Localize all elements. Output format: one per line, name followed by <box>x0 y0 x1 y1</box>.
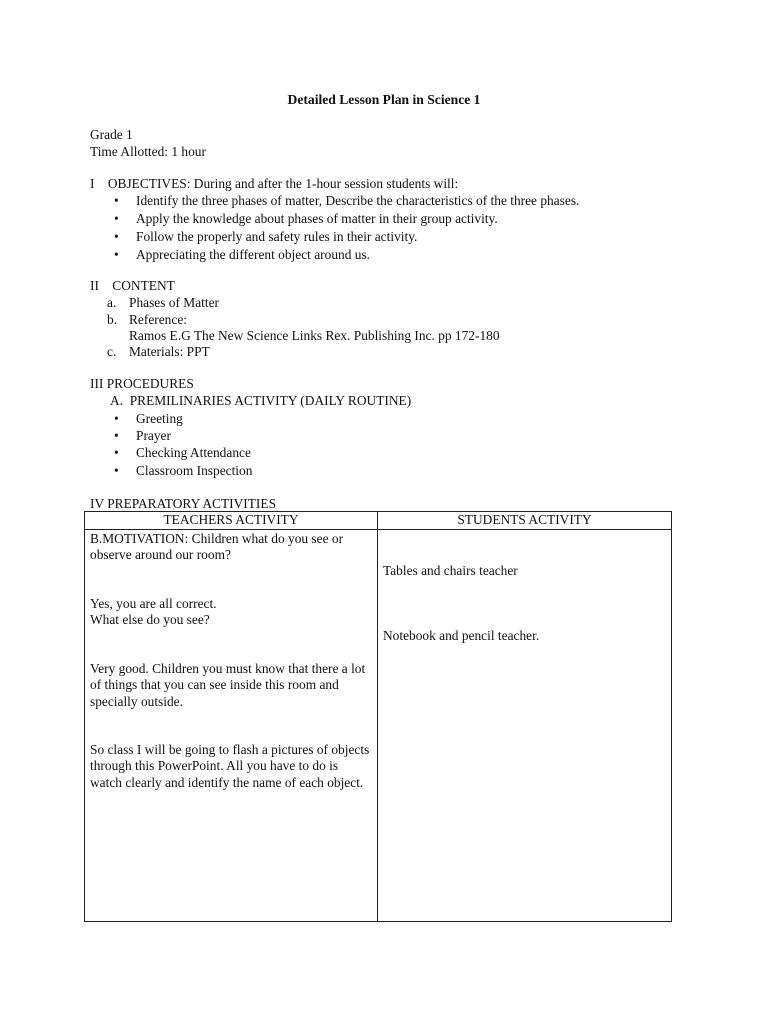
teacher-line: What else do you see? <box>90 611 210 627</box>
content-heading: II CONTENT <box>90 278 175 293</box>
procedures-subheading: A. PREMILINARIES ACTIVITY (DAILY ROUTINE) <box>110 393 412 408</box>
bullet-icon: • <box>114 428 119 443</box>
bullet-icon: • <box>114 247 119 262</box>
content-item <box>129 327 500 344</box>
student-line: Tables and chairs teacher <box>383 562 518 578</box>
procedure-item <box>114 410 183 427</box>
objective-item <box>114 210 498 227</box>
table-header-row <box>85 512 672 530</box>
list-marker: a. <box>107 295 117 310</box>
teacher-line: So class I will be going to flash a pictures of objects through this PowerPoint. All you have to do is watch clearly and identify the name of each object. <box>90 741 370 790</box>
preparatory-heading: IV PREPARATORY ACTIVITIES <box>90 496 277 511</box>
content-text: Materials: PPT <box>129 344 210 359</box>
table-row <box>85 529 672 921</box>
activities-table <box>84 511 672 922</box>
procedure-text: Checking Attendance <box>136 445 251 460</box>
teacher-line: Yes, you are all correct. <box>90 595 217 611</box>
procedure-text: Prayer <box>136 428 171 443</box>
list-marker: b. <box>107 312 118 327</box>
content-text: Reference: <box>129 312 187 327</box>
procedure-text: Classroom Inspection <box>136 463 253 478</box>
bullet-icon: • <box>114 193 119 208</box>
page-title: Detailed Lesson Plan in Science 1 <box>287 92 481 107</box>
procedure-item <box>114 427 171 444</box>
time-allotted-line: Time Allotted: 1 hour <box>90 144 206 159</box>
content-item <box>107 294 219 311</box>
procedure-item <box>114 462 253 479</box>
objective-item <box>114 246 371 263</box>
teacher-activity-cell <box>85 529 378 921</box>
objective-text: Apply the knowledge about phases of matter in their group activity. <box>136 211 498 226</box>
grade-line: Grade 1 <box>90 127 133 142</box>
objective-item <box>114 192 580 209</box>
content-item <box>107 343 210 360</box>
procedure-item <box>114 444 251 461</box>
student-line: Notebook and pencil teacher. <box>383 627 540 643</box>
bullet-icon: • <box>114 445 119 460</box>
bullet-icon: • <box>114 229 119 244</box>
teachers-activity-header: TEACHERS ACTIVITY <box>85 512 378 530</box>
objective-text: Appreciating the different object around us. <box>136 247 371 262</box>
teacher-line: Very good. Children you must know that there a lot of things that you can see inside this room and specially outside. <box>90 660 366 709</box>
content-text: Ramos E.G The New Science Links Rex. Publishing Inc. pp 172-180 <box>129 328 500 343</box>
teacher-line: B.MOTIVATION: Children what do you see or observe around our room? <box>90 530 344 562</box>
bullet-icon: • <box>114 463 119 478</box>
list-marker: c. <box>107 344 117 359</box>
objective-text: Identify the three phases of matter, Describe the characteristics of the three phases. <box>136 193 580 208</box>
objectives-heading: I OBJECTIVES: During and after the 1-hour session students will: <box>90 176 459 191</box>
students-activity-header: STUDENTS ACTIVITY <box>378 512 672 530</box>
bullet-icon: • <box>114 211 119 226</box>
bullet-icon: • <box>114 411 119 426</box>
content-item <box>107 311 187 328</box>
student-activity-cell <box>378 529 672 921</box>
objective-text: Follow the properly and safety rules in their activity. <box>136 229 418 244</box>
objective-item <box>114 228 418 245</box>
procedure-text: Greeting <box>136 411 183 426</box>
content-text: Phases of Matter <box>129 295 219 310</box>
procedures-heading: III PROCEDURES <box>90 376 194 391</box>
